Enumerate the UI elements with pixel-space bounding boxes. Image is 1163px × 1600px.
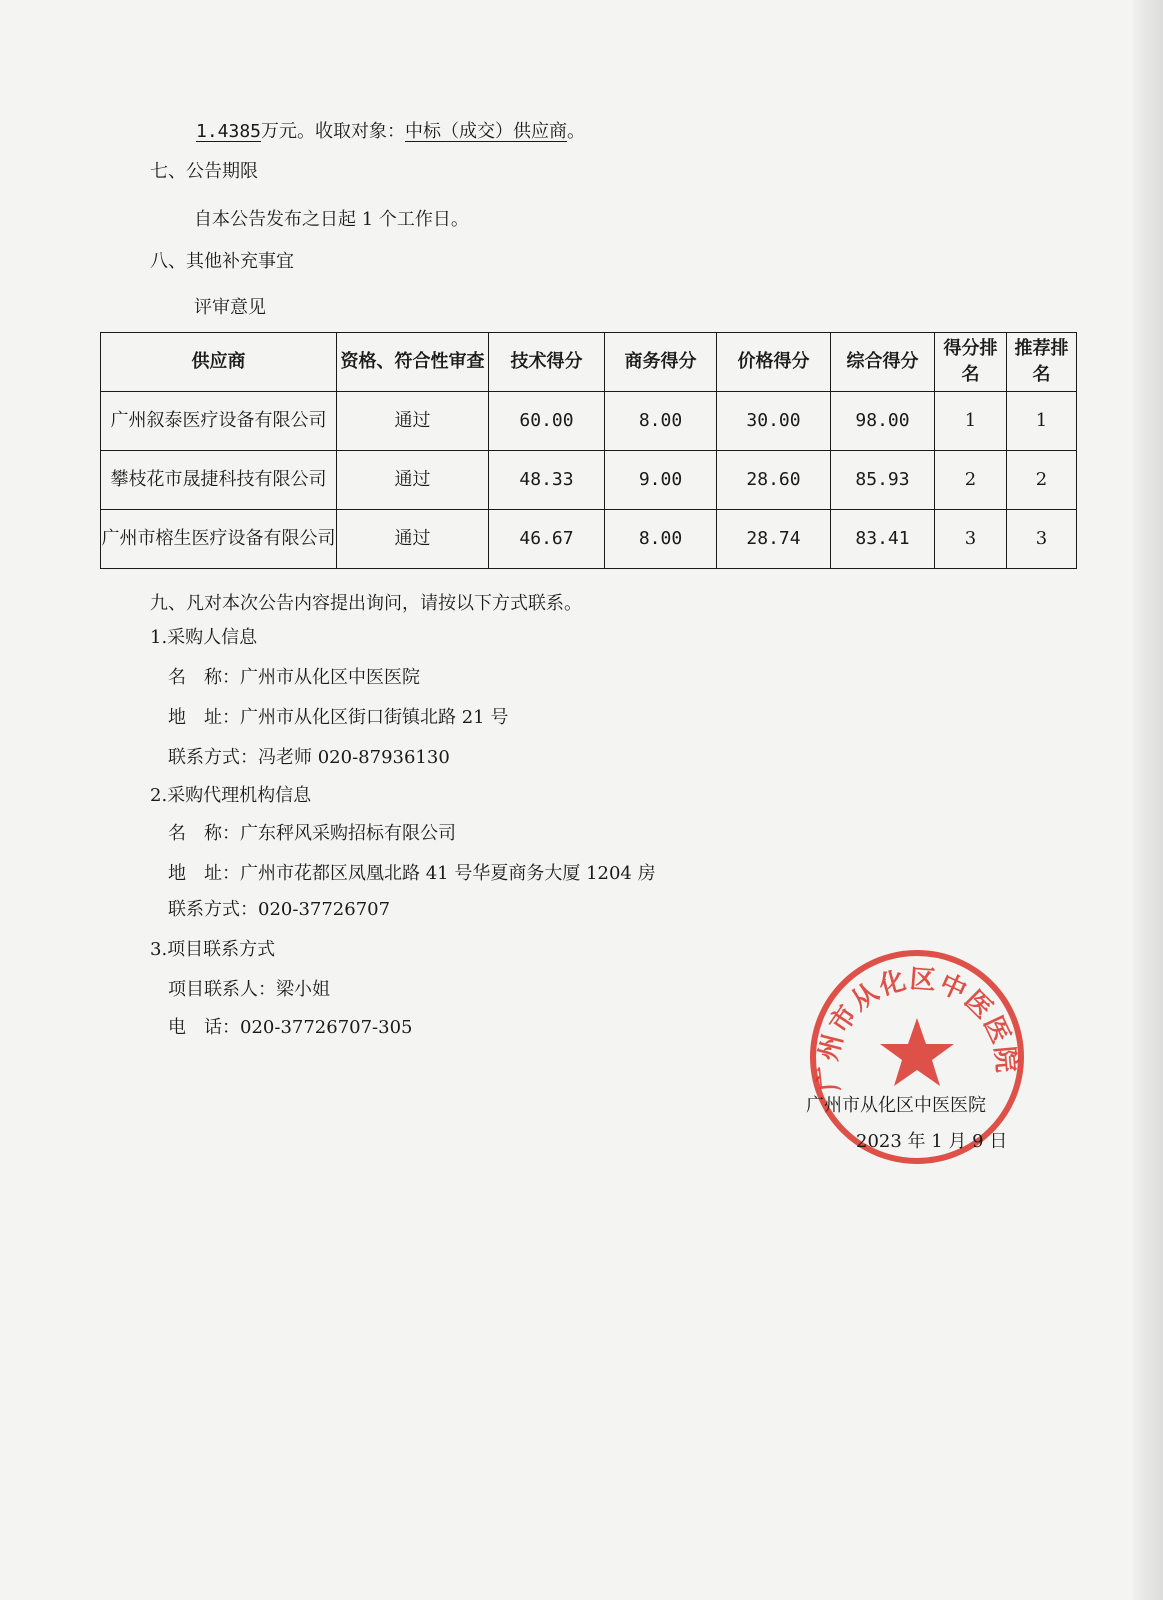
score-table	[100, 332, 1077, 569]
header-tech: 技术得分	[489, 333, 605, 392]
header-total: 综合得分	[831, 333, 935, 392]
cell-tech: 48.33	[489, 451, 605, 510]
cell-supplier: 广州叙泰医疗设备有限公司	[101, 392, 337, 451]
cell-score-rank: 2	[935, 451, 1007, 510]
header-review: 资格、符合性审查	[337, 333, 489, 392]
section-8-heading: 八、其他补充事宜	[150, 251, 294, 272]
purchaser-name: 名 称：广州市从化区中医医院	[168, 667, 420, 688]
cell-review: 通过	[337, 392, 489, 451]
section-8-sub: 评审意见	[194, 297, 266, 318]
header-biz: 商务得分	[605, 333, 717, 392]
cell-biz: 9.00	[605, 451, 717, 510]
purchaser-contact: 联系方式：冯老师 020-87936130	[168, 747, 450, 768]
cell-biz: 8.00	[605, 392, 717, 451]
agency-title: 2.采购代理机构信息	[150, 785, 312, 806]
table-header-row	[101, 333, 1077, 392]
project-phone: 电 话：020-37726707-305	[168, 1017, 413, 1038]
seal-star-icon	[880, 1018, 954, 1086]
fee-amount: 1.4385	[196, 121, 262, 142]
cell-tech: 60.00	[489, 392, 605, 451]
agency-address: 地 址：广州市花都区凤凰北路 41 号华夏商务大厦 1204 房	[168, 863, 656, 884]
table-row	[101, 510, 1077, 569]
agency-contact: 联系方式：020-37726707	[168, 899, 391, 920]
cell-price: 30.00	[717, 392, 831, 451]
seal-text: 广州市从化区中医医院	[813, 964, 1021, 1093]
fee-target: 中标（成交）供应商	[405, 121, 568, 142]
cell-rec-rank: 1	[1007, 392, 1077, 451]
project-title: 3.项目联系方式	[150, 939, 276, 960]
purchaser-title: 1.采购人信息	[150, 627, 258, 648]
header-price: 价格得分	[717, 333, 831, 392]
cell-supplier: 攀枝花市晟捷科技有限公司	[101, 451, 337, 510]
page-edge-shadow	[1133, 0, 1163, 1600]
fee-line	[196, 120, 585, 144]
signature-org: 广州市从化区中医医院	[806, 1095, 986, 1116]
cell-tech: 46.67	[489, 510, 605, 569]
agency-name: 名 称：广东秤风采购招标有限公司	[168, 823, 456, 844]
cell-review: 通过	[337, 510, 489, 569]
cell-score-rank: 3	[935, 510, 1007, 569]
cell-total: 85.93	[831, 451, 935, 510]
fee-end: 。	[567, 121, 586, 142]
cell-price: 28.60	[717, 451, 831, 510]
cell-supplier: 广州市榕生医疗设备有限公司	[101, 510, 337, 569]
cell-total: 83.41	[831, 510, 935, 569]
cell-price: 28.74	[717, 510, 831, 569]
section-9-heading: 九、凡对本次公告内容提出询问，请按以下方式联系。	[150, 593, 582, 614]
table-row	[101, 392, 1077, 451]
section-7-heading: 七、公告期限	[150, 161, 258, 182]
cell-rec-rank: 3	[1007, 510, 1077, 569]
cell-total: 98.00	[831, 392, 935, 451]
fee-text: 万元。收取对象：	[261, 121, 406, 142]
cell-biz: 8.00	[605, 510, 717, 569]
header-supplier: 供应商	[101, 333, 337, 392]
cell-score-rank: 1	[935, 392, 1007, 451]
section-7-body: 自本公告发布之日起 1 个工作日。	[194, 209, 469, 230]
table-row	[101, 451, 1077, 510]
cell-review: 通过	[337, 451, 489, 510]
purchaser-address: 地 址：广州市从化区街口街镇北路 21 号	[168, 707, 509, 728]
signature-date: 2023 年 1 月 9 日	[856, 1131, 1008, 1152]
cell-rec-rank: 2	[1007, 451, 1077, 510]
header-score-rank: 得分排名	[935, 333, 1007, 392]
project-person: 项目联系人：梁小姐	[168, 979, 330, 1000]
header-rec-rank: 推荐排名	[1007, 333, 1077, 392]
